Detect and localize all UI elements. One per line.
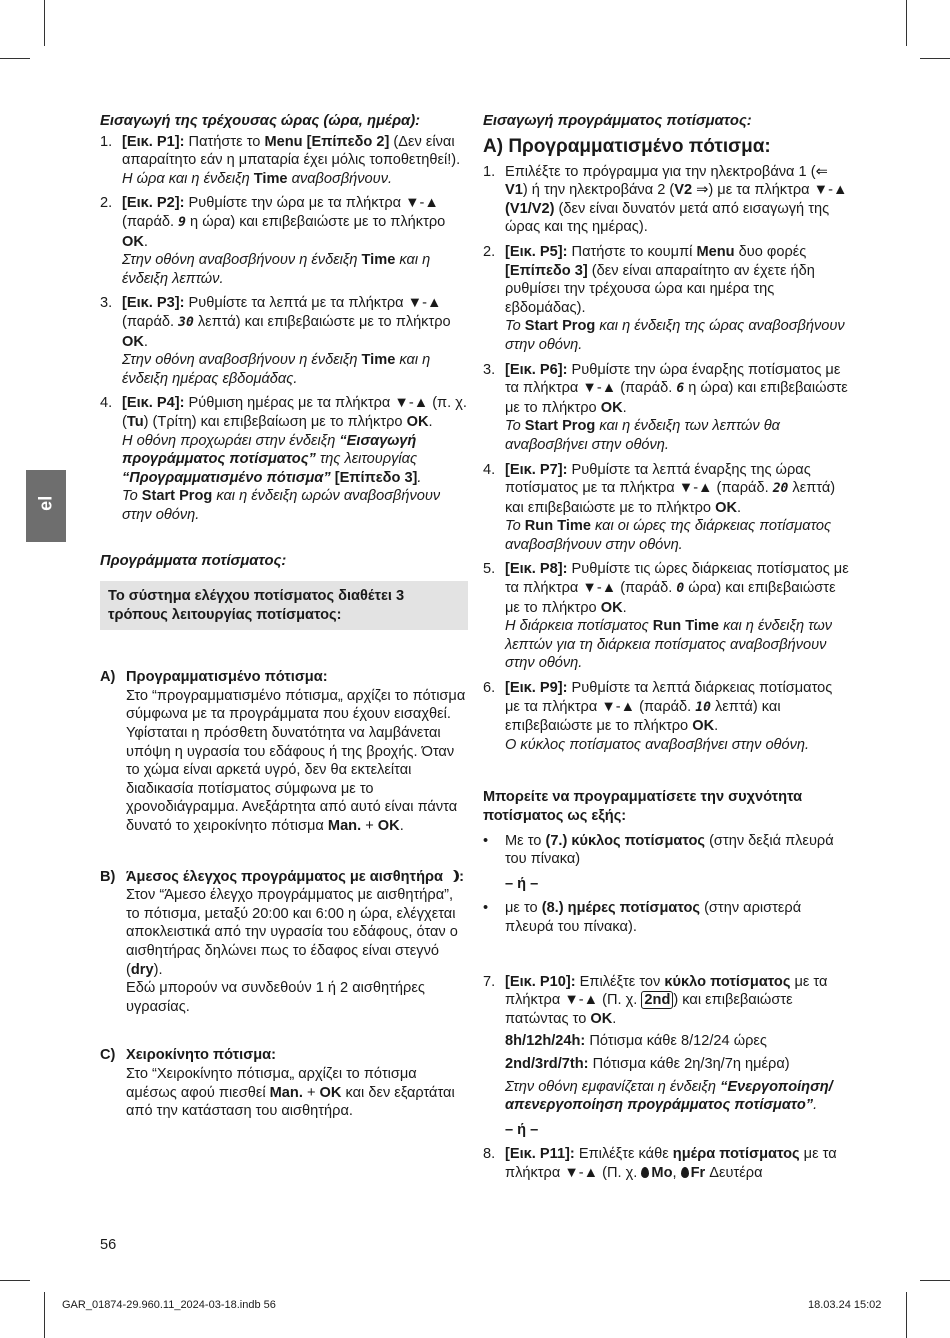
footer-file-info: GAR_01874-29.960.11_2024-03-18.indb 56	[62, 1299, 276, 1311]
note-text: Στην οθόνη αναβοσβήνουν η ένδειξη	[122, 352, 362, 369]
step-note	[122, 432, 468, 488]
crop-mark	[44, 1292, 45, 1338]
mode-a	[100, 668, 468, 835]
list-item	[483, 832, 851, 869]
step-note	[122, 487, 468, 524]
list-item	[483, 679, 851, 754]
step-note	[122, 170, 468, 189]
note-text: Στην οθόνη αναβοσβήνουν η ένδειξη	[122, 252, 362, 269]
arrow-left-icon: ⇐	[815, 163, 828, 180]
list-item	[483, 163, 851, 237]
step-text: ,	[672, 1164, 681, 1181]
list-item	[483, 899, 851, 936]
figure-ref: [Εικ. P10]:	[505, 973, 576, 990]
list-item	[100, 394, 468, 524]
step-text: ) (Τρίτη) και επιβεβαίωση με το πλήκτρο	[143, 413, 407, 430]
figure-ref: [Εικ. P3]:	[122, 295, 185, 312]
step-text: Πατήστε το κουμπί	[567, 243, 697, 260]
note-bold: Start Prog	[524, 418, 596, 435]
step-text: με τα πλήκτρα ▼-▲ (Π. χ.	[505, 973, 828, 1009]
heading-frequency: Μπορείτε να προγραμματίσετε την συχνότητα ποτίσματος ως εξής:	[483, 789, 803, 824]
crop-mark	[920, 1280, 950, 1281]
note-text: Το	[505, 518, 525, 535]
arrow-right-icon: ⇒	[692, 182, 709, 199]
step-text: δυο φορές	[734, 243, 807, 260]
note-text: και η ένδειξη ωρών αναβοσβήνουν στην οθόνη.	[122, 488, 441, 523]
bullet-text: (στην δεξιά πλευρά του πίνακα)	[505, 832, 834, 868]
step-text: ) και επιβεβαιώστε πατώντας το	[505, 992, 793, 1027]
moon-icon	[447, 870, 456, 882]
note-bold: Time	[253, 170, 288, 187]
mode-c	[100, 1046, 468, 1120]
language-tab	[26, 470, 66, 542]
step-text: .	[612, 1010, 617, 1027]
note-bold: “Ενεργοποίηση/απενεργοποίηση προγράμματος ποτίσματο”	[505, 1078, 833, 1114]
step-bold: ημέρα ποτίσματος	[672, 1146, 800, 1163]
step-bold: [Επίπεδο 3]	[505, 262, 588, 279]
note-text: και η ένδειξη λεπτών.	[122, 252, 431, 287]
right-column	[483, 112, 851, 1189]
mode-text: Στο “Χειροκίνητο πότισμα„ αρχίζει το πότισμα αμέσως αφού πιεσθεί	[126, 1065, 417, 1101]
list-item	[483, 243, 851, 355]
note-text: Το	[505, 418, 525, 435]
list-item	[100, 294, 468, 388]
note-text: Η διάρκεια ποτίσματος	[505, 618, 653, 635]
step-number: 4.	[483, 461, 496, 478]
mode-letter: C)	[100, 1047, 116, 1064]
step-note	[505, 317, 851, 354]
step-note	[505, 417, 851, 454]
step-bold: V2	[674, 182, 693, 199]
step-bold: Menu	[696, 243, 735, 260]
step-bold: OK	[122, 233, 144, 250]
note-text: της λειτουργίας	[315, 451, 418, 468]
step-text: (δεν είναι δυνατόν μετά από εισαγωγή της ώρας και της ημέρας).	[505, 200, 830, 236]
heading-scheduled-watering	[483, 135, 851, 159]
note-text: και η ένδειξη των λεπτών θα αναβοσβήνει στην οθόνη.	[505, 418, 780, 453]
step-bold: OK	[600, 599, 623, 616]
note-text: αναβοσβήνουν.	[287, 170, 393, 187]
step-text: Ρυθμίστε την ώρα με τα πλήκτρα ▼-▲ (παράδ.	[122, 195, 439, 230]
step-number: 7.	[483, 973, 496, 990]
step-text: Επιλέξτε τον	[575, 973, 665, 990]
step-note	[122, 251, 468, 288]
figure-ref: [Εικ. P8]:	[505, 561, 568, 578]
step-text: .	[428, 413, 433, 430]
figure-ref: [Εικ. P7]:	[505, 461, 568, 478]
step-text: .	[736, 499, 742, 516]
mode-text: και δεν εξαρτάται από την κατάσταση του αισθητήρα.	[126, 1084, 455, 1120]
note-bold: “Προγραμματισμένο πότισμα”	[122, 469, 331, 486]
lcd-digit: 6	[676, 381, 685, 397]
mode-text: Εδώ μπορούν να συνδεθούν 1 ή 2 αισθητήρες υγρασίας.	[126, 980, 425, 1015]
step-text: ώρα) και επιβεβαιώστε με το πλήκτρο	[505, 580, 836, 616]
note-text: Η ώρα και η ένδειξη	[122, 170, 254, 187]
step-text: λεπτά) και επιβεβαιώστε με το πλήκτρο	[193, 313, 451, 330]
list-item	[483, 461, 851, 555]
step-bold: V1	[505, 182, 523, 199]
figure-ref: [Εικ. P6]:	[505, 361, 568, 378]
step-text: Δευτέρα	[705, 1164, 763, 1181]
mode-bold: Man.	[327, 818, 362, 834]
mode-title: Προγραμματισμένο πότισμα:	[126, 669, 328, 686]
step-number: 1.	[483, 163, 496, 180]
lcd-digit: 30	[178, 314, 194, 330]
heading-program-input: Εισαγωγή προγράμματος ποτίσματος:	[483, 113, 752, 129]
boxed-label: 2nd	[641, 991, 673, 1009]
mode-bold: OK	[319, 1084, 342, 1101]
mode-text: +	[361, 818, 378, 834]
option-text: Πότισμα κάθε 2η/3η/7η ημέρα)	[588, 1055, 790, 1072]
lcd-digit: 0	[676, 581, 685, 597]
crop-mark	[0, 58, 30, 59]
list-item	[100, 133, 468, 189]
water-drop-icon	[681, 1167, 689, 1178]
step-bold: OK	[692, 718, 715, 735]
step-text: Ρυθμίστε τα λεπτά διάρκειας ποτίσματος με τα πλήκτρα ▼-▲ (παράδ.	[505, 680, 833, 715]
step-text: .	[143, 333, 148, 350]
mode-text: Στο “προγραμματισμένο πότισμα„ αρχίζει το πότισμα σύμφωνα με τα προγράμματα που έχουν εισαχθεί. Υφίσταται η πρόσθετη δυνατότητα να λαμβάνεται υπόψη η υγρασία του εδάφους ή της βροχής. Όταν το χώμα είναι αρκετά υγρό, δεν θα εκτελείται διαδικασία ποτίσματος σύμφωνα με το χρονοδιάγραμμα. Ανεξάρτητα από αυτό είναι πάντα δυνατό το χειροκίνητο πότισμα	[126, 687, 466, 834]
step-text: (Δεν είναι απαραίτητο εάν η μπαταρία έχει μόλις τοποθετηθεί!).	[122, 133, 461, 169]
list-item	[100, 194, 468, 288]
step-text: η ώρα) και επιβεβαιώστε με το πλήκτρο	[185, 213, 446, 230]
crop-mark	[906, 1292, 907, 1338]
step-number: 6.	[483, 680, 496, 697]
note-bold: Start Prog	[141, 488, 213, 505]
figure-ref: [Εικ. P2]:	[122, 195, 185, 212]
step-text: ) με τα πλήκτρα ▼-▲	[708, 182, 848, 199]
step-number: 4.	[100, 395, 113, 412]
mode-title-text: Άμεσος έλεγχος προγράμματος με αισθητήρα	[126, 868, 443, 885]
step-note	[505, 617, 851, 673]
note-text: και η ένδειξη ημέρας εβδομάδας.	[122, 352, 431, 387]
note-bold: Time	[361, 352, 396, 369]
heading-text: A) Προγραμματισμένο πότισμα:	[483, 135, 771, 157]
step-note	[505, 1078, 851, 1115]
bullet-icon: •	[483, 832, 489, 849]
step-number: 2.	[483, 243, 496, 260]
note-bold: Time	[361, 252, 396, 269]
program-steps	[483, 163, 851, 755]
step-text: Ρύθμιση ημέρας με τα πλήκτρα ▼-▲ (π. χ. (	[122, 395, 467, 430]
figure-ref: [Εικ. P9]:	[505, 680, 568, 697]
step-note	[505, 517, 851, 554]
step-text: .	[143, 233, 148, 250]
bullet-text: με το	[505, 900, 542, 917]
figure-ref: [Εικ. P1]:	[122, 133, 185, 150]
bullet-bold: (7.) κύκλος ποτίσματος	[545, 832, 706, 849]
step-bold: OK	[600, 399, 623, 416]
step-number: 3.	[100, 295, 113, 312]
mode-bold: Man.	[269, 1084, 303, 1101]
step-number: 2.	[100, 195, 113, 212]
step-text: Επιλέξτε το πρόγραμμα για την ηλεκτροβάνα 1 (	[505, 163, 816, 180]
lcd-digit: 10	[695, 699, 711, 715]
step-text: (δεν είναι απαραίτητο αν έχετε ήδη ρυθμίσει την τρέχουσα ώρα και ημέρα της εβδομάδας).	[505, 262, 815, 316]
step-text: .	[622, 599, 627, 616]
mode-title-text: :	[459, 868, 464, 885]
step-bold: Tu	[126, 413, 144, 430]
info-box: Το σύστημα ελέγχου ποτίσματος διαθέτει 3 τρόπους λειτουργίας ποτίσματος:	[100, 581, 468, 630]
step-note	[122, 351, 468, 388]
list-item	[483, 361, 851, 455]
mode-text: Στον “Άμεσο έλεγχο προγράμματος με αισθητήρα”, το πότισμα, μεταξύ 20:00 και 6:00 η ώρα, ελέγχεται αποκλειστικά από την υγρασία του εδάφους, όταν ο αισθητήρας δηλώνει πως το έδαφος είναι στεγνό (	[126, 887, 458, 978]
cycle-option	[505, 1032, 851, 1051]
note-text: .	[417, 469, 422, 486]
mode-letter: A)	[100, 669, 116, 686]
water-drop-icon	[641, 1167, 649, 1178]
mode-bold: OK	[377, 818, 400, 834]
step-text: Ρυθμίστε τα λεπτά με τα πλήκτρα ▼-▲ (παράδ.	[122, 295, 442, 330]
step-text: Πατήστε το	[184, 133, 265, 150]
note-bold: [Επίπεδο 3]	[334, 469, 418, 486]
mode-title	[126, 868, 468, 887]
crop-mark	[44, 0, 45, 46]
list-item	[483, 1145, 851, 1182]
mode-title: Χειροκίνητο πότισμα:	[126, 1047, 276, 1064]
mode-text: +	[302, 1084, 320, 1101]
step-bold: (V1/V2)	[505, 200, 555, 217]
step-bold: OK	[715, 499, 737, 516]
step-text: λεπτά) και επιβεβαιώστε με το πλήκτρο	[505, 698, 781, 735]
bullet-text: Με το	[505, 832, 546, 849]
step-text: Ρυθμίστε την ώρα έναρξης ποτίσματος με τα πλήκτρα ▼-▲ (παράδ.	[505, 361, 841, 397]
step-text: με τα πλήκτρα ▼-▲ (Π. χ.	[505, 1146, 837, 1181]
note-text: Στην οθόνη εμφανίζεται η ένδειξη	[505, 1078, 721, 1095]
note-text: και οι ώρες της διάρκειας ποτίσματος αναβοσβήνουν στην οθόνη.	[505, 518, 832, 553]
step-number: 5.	[483, 561, 496, 578]
crop-mark	[0, 1280, 30, 1281]
step-text: Επιλέξτε κάθε	[574, 1146, 673, 1163]
note-text: Το	[122, 488, 142, 505]
heading-programs: Προγράμματα ποτίσματος:	[100, 553, 287, 570]
step-number: 3.	[483, 361, 496, 378]
step-number: 8.	[483, 1146, 496, 1163]
step-text: η ώρα) και επιβεβαιώστε με το πλήκτρο	[505, 380, 848, 416]
step-note	[505, 736, 851, 755]
step-text: Ρυθμίστε τα λεπτά έναρξης της ώρας ποτίσματος με τα πλήκτρα ▼-▲ (παράδ.	[505, 461, 811, 497]
step-bold: Mo	[651, 1164, 673, 1181]
footer-date: 18.03.24 15:02	[808, 1299, 882, 1311]
note-bold: Start Prog	[524, 318, 596, 335]
note-text: και η ένδειξη των λεπτών για τη διάρκεια ποτίσματος αναβοσβήνουν στην οθόνη.	[505, 618, 833, 672]
step-number: 1.	[100, 133, 113, 150]
step-bold: κύκλο ποτίσματος	[664, 973, 791, 990]
option-label: 2nd/3rd/7th:	[505, 1055, 589, 1072]
step-text: .	[622, 399, 627, 416]
left-column	[100, 112, 468, 1121]
list-item	[483, 973, 851, 1140]
mode-b	[100, 868, 468, 1017]
figure-ref: [Εικ. P4]:	[122, 395, 185, 412]
mode-bold: dry	[130, 961, 154, 978]
current-time-steps	[100, 133, 468, 525]
list-item	[483, 560, 851, 673]
note-text: .	[813, 1097, 818, 1114]
bullet-text: (στην αριστερά πλευρά του πίνακα).	[505, 900, 802, 935]
mode-letter: B)	[100, 868, 116, 885]
cycle-option	[505, 1055, 851, 1074]
crop-mark	[920, 58, 950, 59]
lcd-digit: 20	[772, 481, 789, 497]
step-bold: Fr	[690, 1164, 706, 1181]
step-text: Ρυθμίστε τις ώρες διάρκειας ποτίσματος με τα πλήκτρα ▼-▲ (παράδ.	[505, 561, 849, 597]
page-number: 56	[100, 1237, 117, 1253]
language-tab-label: el	[35, 495, 56, 511]
note-text: Η οθόνη προχωράει στην ένδειξη	[122, 432, 340, 449]
bullet-bold: (8.) ημέρες ποτίσματος	[541, 900, 701, 917]
or-separator: – ή –	[505, 875, 539, 892]
note-text: και η ένδειξη της ώρας αναβοσβήνουν στην οθόνη.	[505, 318, 845, 353]
option-text: Πότισμα κάθε 8/12/24 ώρες	[585, 1033, 767, 1050]
option-label: 8h/12h/24h:	[505, 1033, 586, 1050]
figure-ref: [Εικ. P5]:	[505, 243, 568, 260]
crop-mark	[906, 0, 907, 46]
note-bold: Run Time	[524, 518, 591, 535]
frequency-steps	[483, 973, 851, 1183]
step-bold: OK	[590, 1010, 613, 1027]
step-bold: OK	[122, 333, 144, 350]
mode-text: ).	[153, 961, 163, 978]
mode-text: .	[399, 818, 404, 834]
step-text: ) ή την ηλεκτροβάνα 2 (	[522, 182, 675, 199]
or-separator: – ή –	[505, 1121, 539, 1138]
note-text: Ο κύκλος ποτίσματος αναβοσβήνει στην οθόνη.	[505, 736, 810, 753]
heading-current-time: Εισαγωγή της τρέχουσας ώρας (ώρα, ημέρα):	[100, 113, 421, 129]
step-bold: Menu [Επίπεδο 2]	[264, 133, 390, 150]
step-text: .	[714, 718, 719, 735]
bullet-icon: •	[483, 900, 489, 917]
note-bold: “Εισαγωγή προγράμματος ποτίσματος”	[122, 432, 417, 468]
note-bold: Run Time	[652, 618, 720, 635]
step-bold: OK	[406, 413, 429, 430]
lcd-digit: 9	[178, 214, 186, 230]
note-text: Το	[505, 318, 525, 335]
step-text: λεπτά) και επιβεβαιώστε με το πλήκτρο	[505, 480, 836, 516]
figure-ref: [Εικ. P11]:	[505, 1146, 575, 1163]
